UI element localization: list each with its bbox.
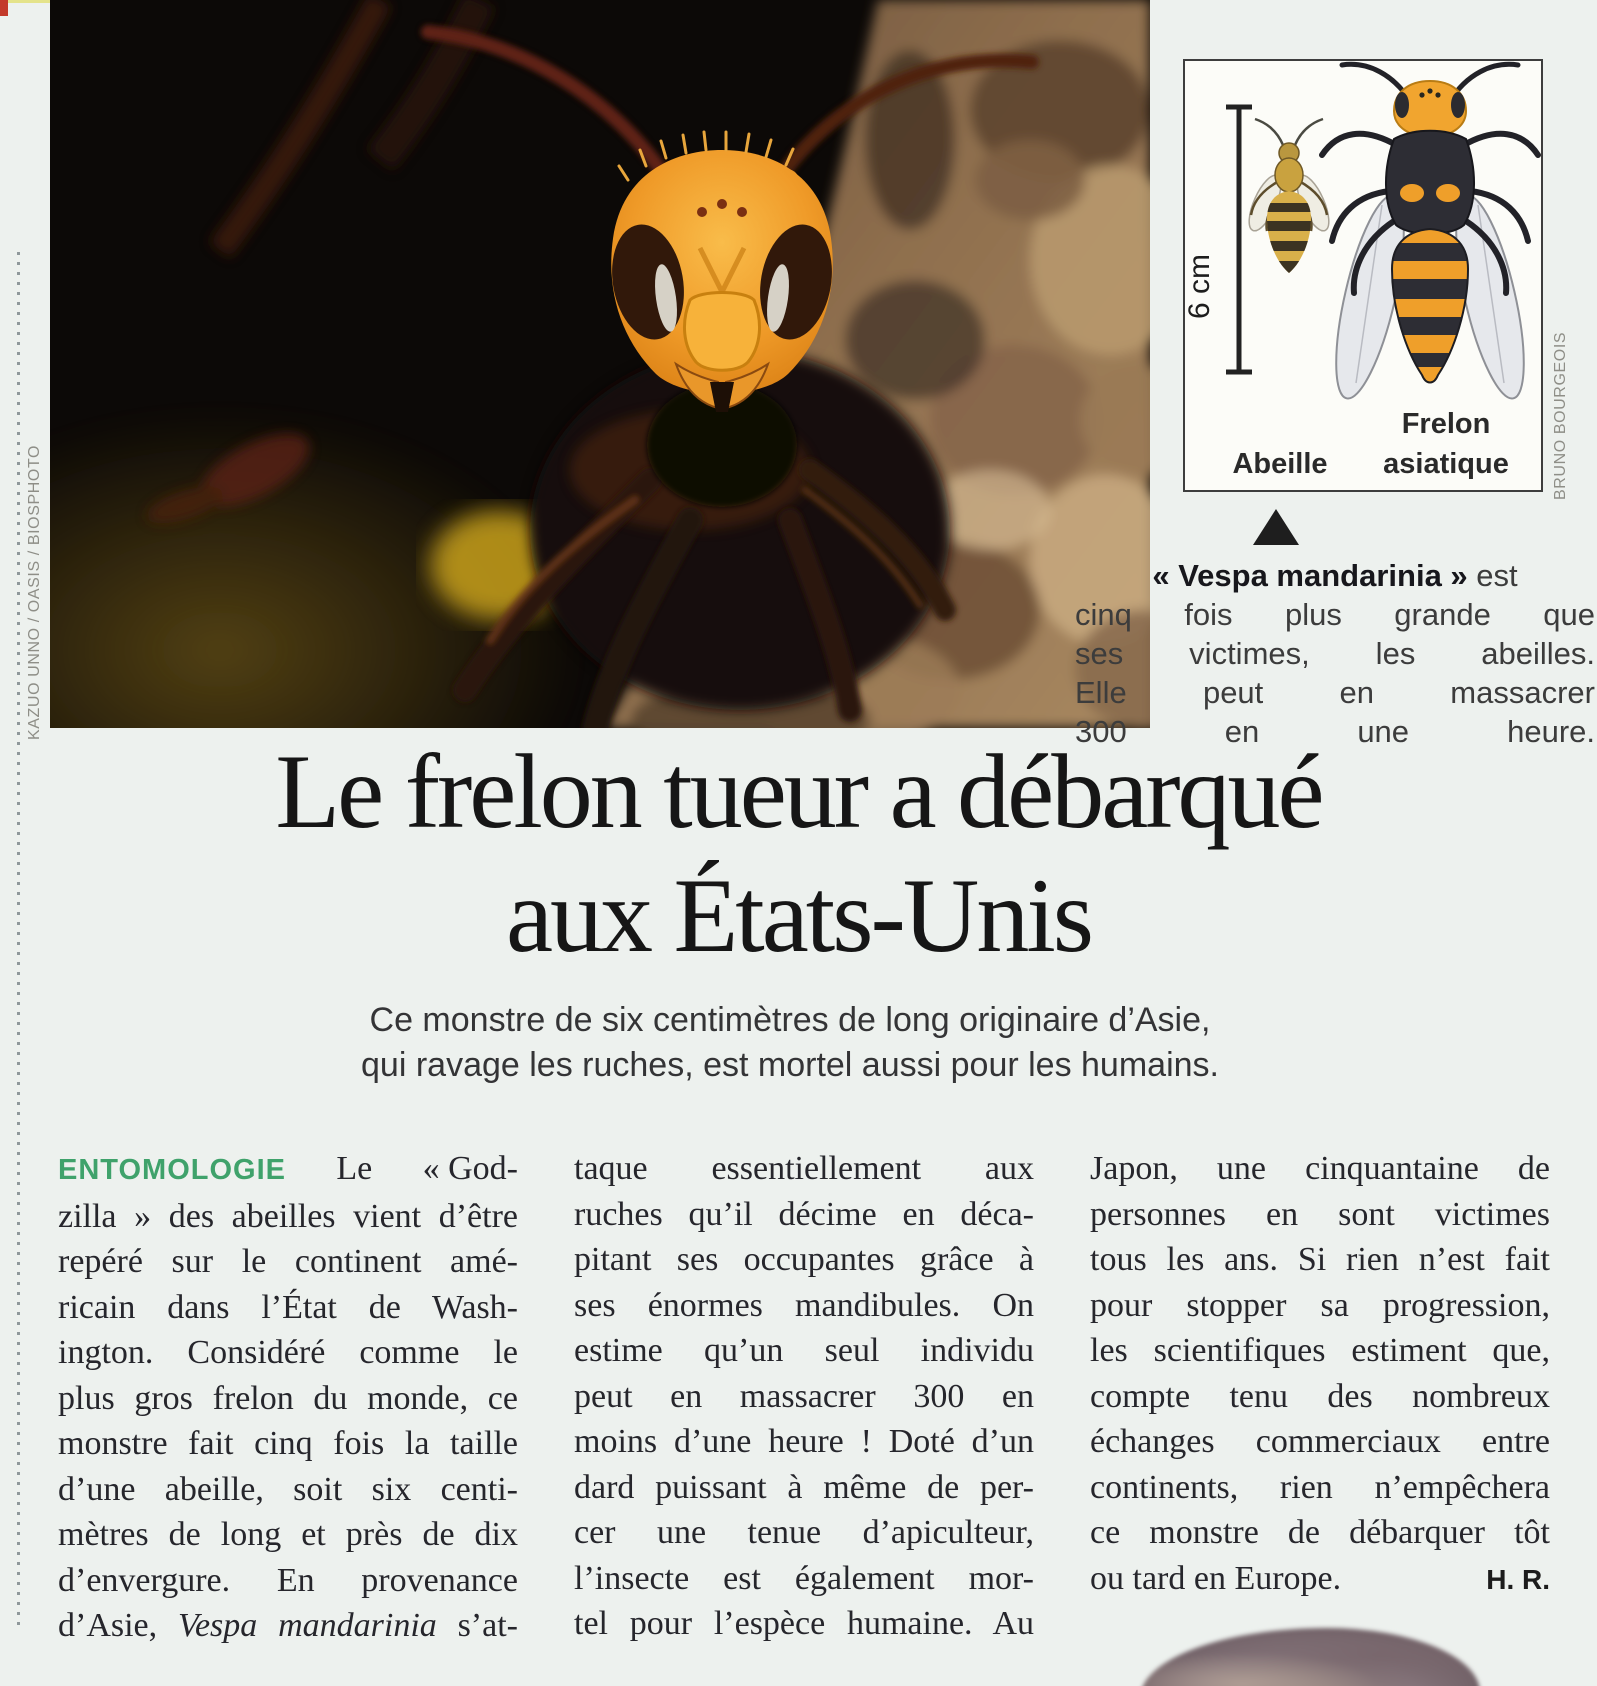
last-sentence: ou tard en Europe.: [1090, 1559, 1342, 1597]
text-line: Elle peut en massacrer: [1075, 675, 1595, 710]
hornet-label-line1: Frelon: [1401, 408, 1491, 440]
hornet-label: [1353, 404, 1539, 484]
column-1: [58, 1146, 518, 1649]
text-line: tel pour l’espèce humaine. Au: [574, 1605, 1034, 1642]
text-line: ruches qu’il décime en déca-: [574, 1195, 1034, 1233]
text-line: mètres de long et près de dix: [58, 1516, 518, 1553]
headline: [0, 730, 1597, 978]
headline-line1: Le frelon tueur a débarqué: [275, 733, 1322, 850]
hornet-photo: [50, 0, 1150, 728]
text-line: zilla » des abeilles vient d’être: [58, 1197, 518, 1235]
column-1-lines: [58, 1194, 518, 1604]
text-line: [58, 1603, 518, 1649]
text-line: échanges commerciaux entre: [1090, 1423, 1550, 1460]
column-2-lines: [574, 1146, 1034, 1647]
hornet-photo-illustration: [50, 0, 1150, 728]
species-name-italic: Vespa mandarinia: [177, 1607, 437, 1644]
article-body: [58, 1146, 1550, 1649]
column-2: [574, 1146, 1034, 1649]
scan-artifact: [0, 0, 8, 16]
text-line: l’insecte est également mor-: [574, 1559, 1034, 1597]
text-line: [58, 1146, 518, 1194]
text-line: ricain dans l’État de Wash-: [58, 1288, 518, 1326]
text-line: Japon, une cinquantaine de: [1090, 1150, 1550, 1187]
column-3-lines: [1090, 1146, 1550, 1556]
text-line: personnes en sont victimes: [1090, 1195, 1550, 1233]
last-line-suffix: s’at-: [436, 1607, 518, 1644]
text-line: ses énormes mandibules. On: [574, 1286, 1034, 1324]
caption-first-line: [1075, 556, 1595, 595]
first-line-word: Le: [336, 1150, 373, 1187]
text-line: tous les ans. Si rien n’est fait: [1090, 1241, 1550, 1278]
subhead-line1: Ce monstre de six centimètres de long originaire d’Asie,: [369, 1001, 1211, 1039]
photo-credit: KAZUO UNNO / OASIS / BIOSPHOTO: [26, 444, 43, 740]
scale-label: 6 cm: [1183, 253, 1216, 319]
text-line: monstre fait cinq fois la taille: [58, 1425, 518, 1462]
text-line: cer une tenue d’apiculteur,: [574, 1514, 1034, 1551]
species-name: « Vespa mandarinia »: [1152, 558, 1468, 593]
text-line: dard puissant à même de per-: [574, 1468, 1034, 1506]
column-3: [1090, 1146, 1550, 1649]
photo-caption: [1075, 556, 1595, 751]
text-line: ses victimes, les abeilles.: [1075, 636, 1595, 671]
text-line: compte tenu des nombreux: [1090, 1377, 1550, 1415]
caption-first-rest: est: [1467, 558, 1518, 593]
text-line: moins d’une heure ! Doté d’un: [574, 1423, 1034, 1460]
author-initials: H. R.: [1486, 1563, 1550, 1595]
text-line: cinq fois plus grande que: [1075, 597, 1595, 632]
illustration-credit: BRUNO BOURGEOIS: [1552, 331, 1569, 500]
text-line: taque essentiellement aux: [574, 1150, 1034, 1187]
text-line: les scientifiques estiment que,: [1090, 1332, 1550, 1369]
caption-lines: [1075, 595, 1595, 751]
text-line: d’envergure. En provenance: [58, 1561, 518, 1599]
text-line: [1090, 1556, 1550, 1603]
headline-line2: aux États-Unis: [505, 857, 1092, 974]
bee-illustration: [1243, 119, 1336, 275]
subheadline: [0, 998, 1580, 1088]
first-line-word: « God-: [422, 1150, 518, 1187]
text-line: pitant ses occupantes grâce à: [574, 1241, 1034, 1278]
caption-pointer-triangle: [1253, 509, 1299, 545]
text-line: continents, rien n’empêchera: [1090, 1468, 1550, 1506]
last-line-prefix: d’Asie,: [58, 1607, 178, 1644]
size-comparison-box: [1183, 59, 1543, 492]
hornet-label-line2: asiatique: [1383, 448, 1509, 480]
bee-label: Abeille: [1232, 448, 1328, 480]
text-line: ce monstre de débarquer tôt: [1090, 1514, 1550, 1551]
text-line: plus gros frelon du monde, ce: [58, 1379, 518, 1417]
scale-bar: [1226, 107, 1252, 372]
text-line: 300 en une heure.: [1075, 714, 1595, 749]
hornet-illustration: [1322, 64, 1538, 404]
subhead-line2: qui ravage les ruches, est mortel aussi pour les humains.: [361, 1046, 1219, 1084]
text-line: d’une abeille, soit six centi-: [58, 1470, 518, 1508]
text-line: estime qu’un seul individu: [574, 1332, 1034, 1369]
text-line: pour stopper sa progression,: [1090, 1286, 1550, 1324]
text-line: ington. Considéré comme le: [58, 1334, 518, 1371]
section-kicker: ENTOMOLOGIE: [58, 1154, 286, 1186]
text-line: peut en massacrer 300 en: [574, 1377, 1034, 1415]
text-line: repéré sur le continent amé-: [58, 1243, 518, 1280]
